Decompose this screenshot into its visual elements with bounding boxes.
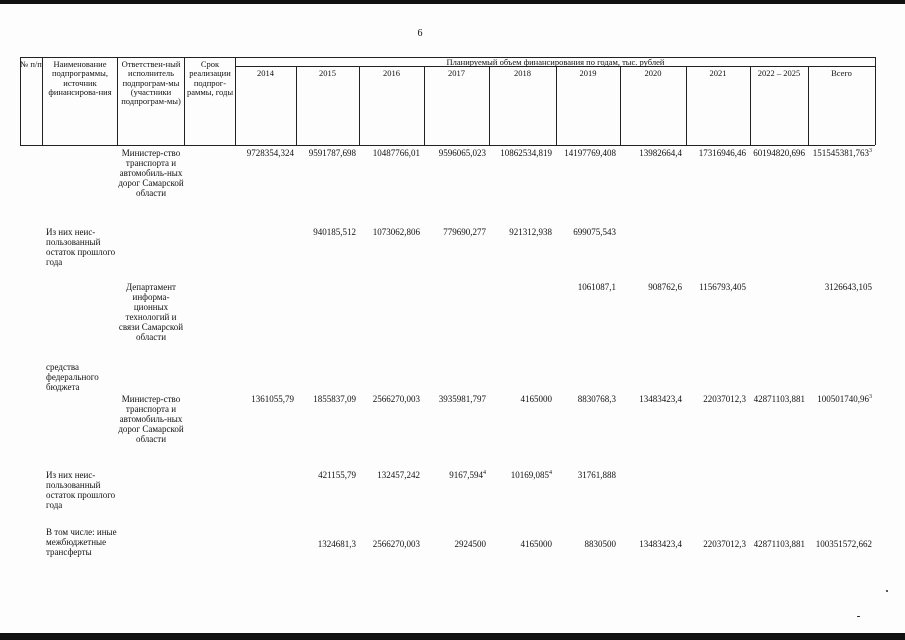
scan-top-border [0,0,905,4]
cell-value: 42871103,881 [753,539,805,549]
header-year: 2020 [644,68,662,78]
footnote-mark: 4 [483,470,486,476]
cell-value: 940185,512 [313,227,356,237]
header-term: Срок реализации подпрог-раммы, годы [186,59,234,98]
header-responsible: Ответствен-ный исполнитель подпрограм-мы (участники подпрограм-мы) [121,59,181,107]
footnote-mark: 4 [549,470,552,476]
cell-value: 3126643,105 [824,282,872,292]
table-column-line [875,57,876,145]
row-value-total [792,148,872,158]
page-number: 6 [417,28,423,39]
footnote-mark: 3 [869,394,872,400]
row-source-label: Из них неис-пользованный остаток прошлого года [46,470,116,511]
cell-value: 421155,79 [318,470,356,480]
cell-value: 9596065,023 [438,148,486,158]
cell-value: 132457,242 [377,470,420,480]
cell-value: 8830768,3 [577,394,616,404]
row-responsible: Департамент информа-ционных технологий и связи Самарской области [118,282,184,343]
header-number: № п/п [20,59,42,69]
header-year: 2022 – 2025 [757,68,801,78]
cell-value: 10487766,01 [372,148,420,158]
row-value-total [792,282,872,292]
row-responsible: Министер-ство транспорта и автомобиль-ных дорог Самарской области [118,394,184,445]
cell-value: 17316946,46 [698,148,746,158]
cell-value: 2566270,003 [372,394,420,404]
cell-value: 1061087,1 [577,282,616,292]
header-year: Всего [831,68,852,78]
cell-value: 9591787,698 [308,148,356,158]
row-value-year [536,470,616,480]
row-source-label: В том числе: иные межбюджетные трансферты [46,527,117,558]
row-source-label: средства федерального бюджета [46,362,99,393]
header-year: 2014 [257,68,274,78]
cell-value: 921312,938 [509,227,552,237]
cell-value: 1324681,3 [317,539,356,549]
cell-value: 1361055,79 [251,394,294,404]
footnote-mark: 3 [869,148,872,154]
header-year: 2021 [709,68,727,78]
cell-value: 22037012,3 [703,394,746,404]
header-year: 2015 [319,68,336,78]
cell-value: 13483423,4 [639,394,682,404]
header-year: 2018 [514,68,531,78]
cell-value: 13982664,4 [639,148,682,158]
cell-value: 100351572,662 [815,539,872,549]
cell-value: 151545381,763 [812,148,869,158]
header-name: Наименование подпрограммы, источник финансирова-ния [48,59,112,98]
cell-value: 4165000 [520,394,552,404]
cell-value: 42871103,881 [753,394,805,404]
row-value-year [666,282,746,292]
scan-bottom-border [0,633,905,640]
cell-value: 2566270,003 [372,539,420,549]
cell-value: 60194820,696 [753,148,805,158]
cell-value: 31761,888 [577,470,616,480]
row-value-year [536,227,616,237]
row-responsible: Министер-ство транспорта и автомобиль-ных дорог Самарской области [118,148,184,199]
cell-value: 1073062,806 [372,227,420,237]
header-year: 2016 [383,68,400,78]
cell-value: 10862534,819 [500,148,552,158]
cell-value: 3935981,797 [438,394,486,404]
cell-value: 13483423,4 [639,539,682,549]
header-year: 2019 [579,68,597,78]
cell-value: 1156793,405 [699,282,746,292]
table-column-line [20,57,21,145]
header-planned-volume: Планируемый объем финансирования по годам, тыс. рублей [446,57,665,67]
cell-value: 2924500 [454,539,486,549]
cell-value: 22037012,3 [703,539,746,549]
cell-value: 9167,594 [449,470,483,480]
row-source-label: Из них неис-пользованный остаток прошлого года [46,227,116,268]
cell-value: 14197769,408 [564,148,616,158]
cell-value: 1855837,09 [313,394,356,404]
cell-value: 10169,085 [510,470,549,480]
cell-value: 699075,543 [573,227,616,237]
cell-value: 779690,277 [443,227,486,237]
header-year: 2017 [448,68,465,78]
cell-value: 4165000 [520,539,552,549]
scan-speck [886,590,888,592]
row-value-total [792,394,872,404]
cell-value: 908762,6 [648,282,682,292]
cell-value: 100501740,96 [817,394,869,404]
cell-value: 8830500 [584,539,616,549]
scan-speck [857,616,860,617]
row-value-total [792,539,872,549]
header-bottom-line [20,145,875,146]
cell-value: 9728354,324 [246,148,294,158]
